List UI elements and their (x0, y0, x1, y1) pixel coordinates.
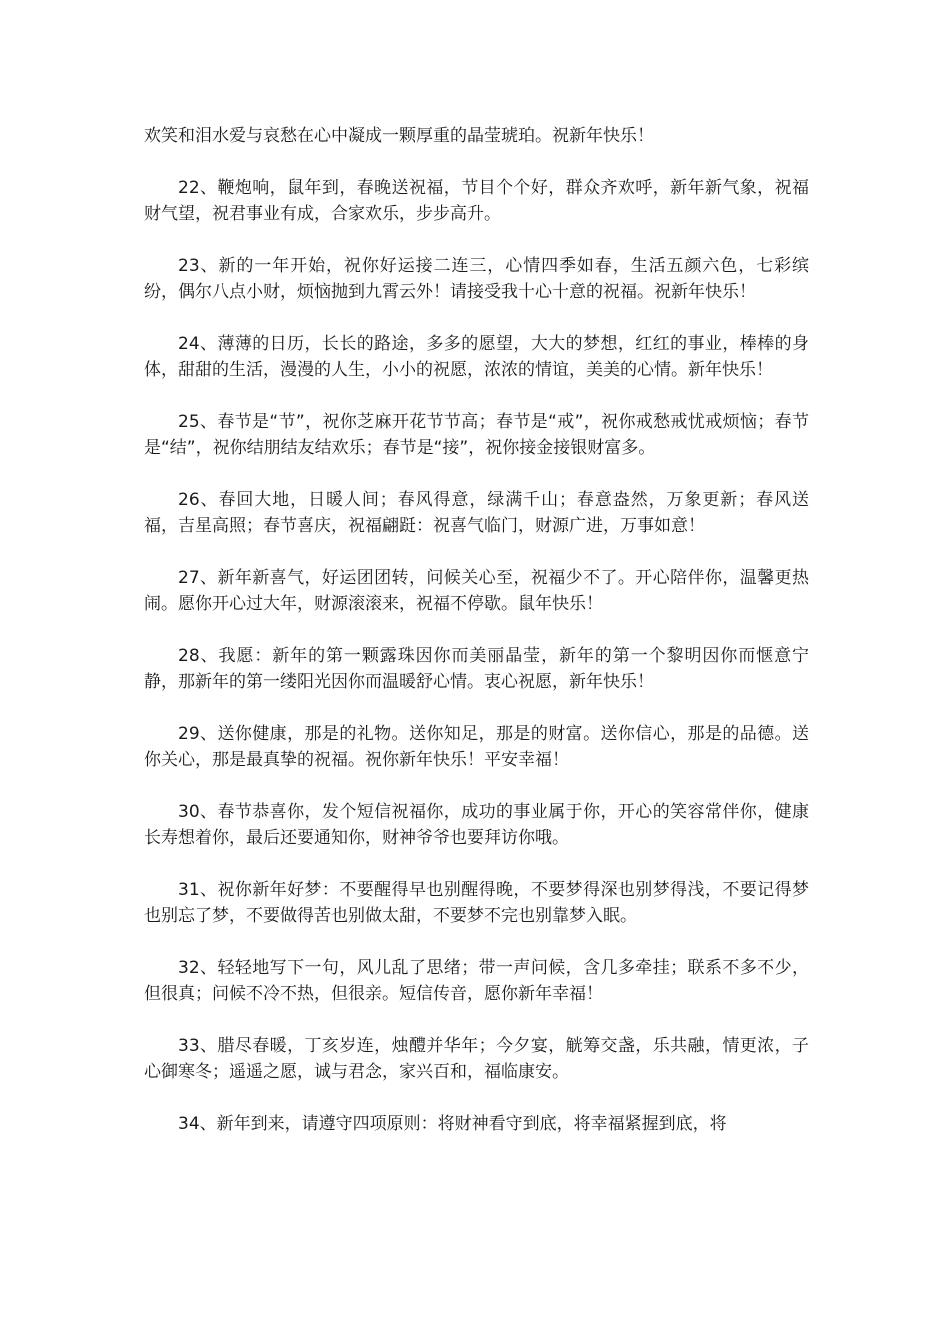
paragraph-30: 30、春节恭喜你，发个短信祝福你，成功的事业属于你，开心的笑容常伴你，健康长寿想着你，最后还要通知你，财神爷爷也要拜访你哦。 (144, 802, 809, 848)
paragraph-33: 33、腊尽春暖，丁亥岁连，烛醴并华年；今夕宴，觥筹交盏，乐共融，情更浓，子心御寒冬；遥遥之愿，诚与君念，家兴百和，福临康安。 (144, 1036, 809, 1082)
paragraph-32: 32、轻轻地写下一句，风儿乱了思绪；带一声问候，含几多牵挂；联系不多不少，但很真；问候不冷不热，但很亲。短信传音，愿你新年幸福！ (144, 958, 809, 1004)
paragraph-21-continuation: 欢笑和泪水爱与哀愁在心中凝成一颗厚重的晶莹琥珀。祝新年快乐！ (144, 126, 654, 146)
paragraph-31: 31、祝你新年好梦：不要醒得早也别醒得晚，不要梦得深也别梦得浅，不要记得梦也别忘了梦，不要做得苦也别做太甜，不要梦不完也别靠梦入眠。 (144, 880, 809, 926)
paragraph-34: 34、新年到来，请遵守四项原则：将财神看守到底，将幸福紧握到底，将 (178, 1114, 727, 1134)
paragraph-25: 25、春节是“节”，祝你芝麻开花节节高；春节是“戒”，祝你戒愁戒忧戒烦恼；春节是“结”，祝你结朋结友结欢乐；春节是“接”，祝你接金接银财富多。 (144, 412, 809, 458)
paragraph-23: 23、新的一年开始，祝你好运接二连三，心情四季如春，生活五颜六色，七彩缤纷，偶尔八点小财，烦恼抛到九霄云外！请接受我十心十意的祝福。祝新年快乐！ (144, 256, 809, 302)
paragraph-26: 26、春回大地，日暖人间；春风得意，绿满千山；春意盎然，万象更新；春风送福，吉星高照；春节喜庆，祝福翩跹：祝喜气临门，财源广进，万事如意！ (144, 490, 809, 536)
document-body (144, 123, 809, 1163)
paragraph-28: 28、我愿：新年的第一颗露珠因你而美丽晶莹，新年的第一个黎明因你而惬意宁静，那新年的第一缕阳光因你而温暖舒心情。衷心祝愿，新年快乐！ (144, 646, 809, 692)
paragraph-24: 24、薄薄的日历，长长的路途，多多的愿望，大大的梦想，红红的事业，棒棒的身体，甜甜的生活，漫漫的人生，小小的祝愿，浓浓的情谊，美美的心情。新年快乐！ (144, 334, 809, 380)
paragraph-27: 27、新年新喜气，好运团团转，问候关心至，祝福少不了。开心陪伴你，温馨更热闹。愿你开心过大年，财源滚滚来，祝福不停歇。鼠年快乐！ (144, 568, 809, 614)
paragraph-22: 22、鞭炮响，鼠年到，春晚送祝福，节目个个好，群众齐欢呼，新年新气象，祝福财气望，祝君事业有成，合家欢乐，步步高升。 (144, 178, 809, 224)
paragraph-29: 29、送你健康，那是的礼物。送你知足，那是的财富。送你信心，那是的品德。送你关心，那是最真挚的祝福。祝你新年快乐！平安幸福！ (144, 724, 809, 770)
